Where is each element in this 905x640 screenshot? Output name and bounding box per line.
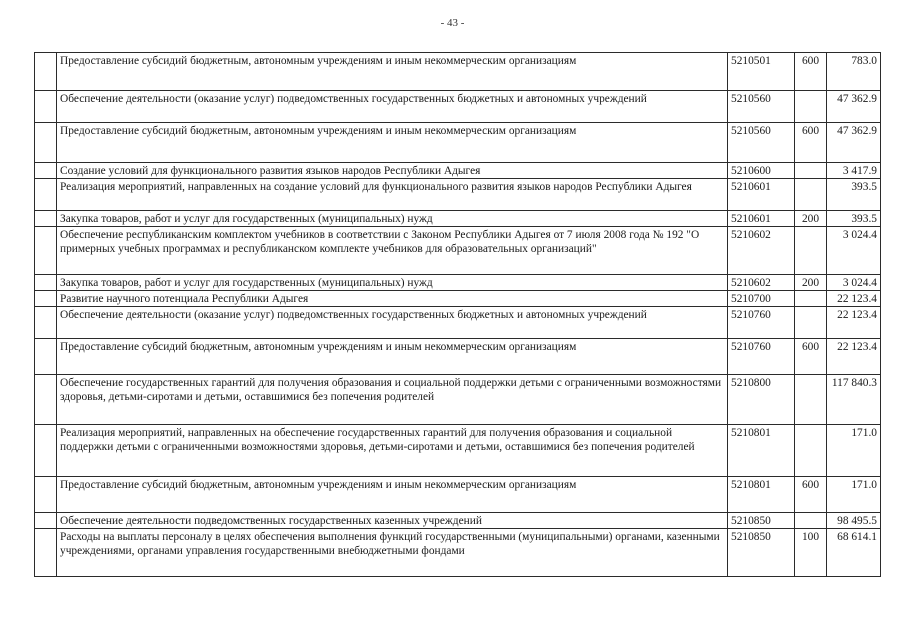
row-code: 5210602 (728, 275, 795, 291)
row-sum: 22 123.4 (827, 307, 881, 339)
row-expense-type: 600 (795, 123, 827, 163)
row-sum: 68 614.1 (827, 529, 881, 577)
row-expense-type (795, 163, 827, 179)
table-row (35, 123, 881, 163)
row-name: Развитие научного потенциала Республики Адыгея (57, 291, 728, 307)
row-sum: 98 495.5 (827, 513, 881, 529)
row-code: 5210602 (728, 227, 795, 275)
page-number: - 43 - (440, 17, 465, 29)
row-expense-type (795, 513, 827, 529)
table-row (35, 425, 881, 477)
row-sum: 47 362.9 (827, 91, 881, 123)
row-expense-type: 200 (795, 211, 827, 227)
table-row (35, 307, 881, 339)
row-expense-type (795, 91, 827, 123)
row-sum: 3 024.4 (827, 275, 881, 291)
row-code: 5210850 (728, 513, 795, 529)
row-code: 5210760 (728, 307, 795, 339)
row-sum: 3 024.4 (827, 227, 881, 275)
row-name: Реализация мероприятий, направленных на создание условий для функционального развития языков народов Республики Адыгея (57, 179, 728, 211)
row-expense-type (795, 425, 827, 477)
table-row (35, 275, 881, 291)
row-code: 5210601 (728, 179, 795, 211)
row-expense-type (795, 179, 827, 211)
row-expense-type: 200 (795, 275, 827, 291)
row-code: 5210760 (728, 339, 795, 375)
row-code: 5210801 (728, 477, 795, 513)
row-name: Обеспечение республиканским комплектом учебников в соответствии с Законом Республики Адыгея от 7 июля 2008 года № 192 "О примерных учебных программах и республиканском комплекте учебников для образовательных организаций" (57, 227, 728, 275)
row-name: Расходы на выплаты персоналу в целях обеспечения выполнения функций государственными (муниципальными) органами, казенными учреждениями, органами управления государственными внебюджетными фондами (57, 529, 728, 577)
row-sum: 171.0 (827, 477, 881, 513)
row-code: 5210601 (728, 211, 795, 227)
row-expense-type (795, 227, 827, 275)
row-expense-type: 600 (795, 339, 827, 375)
budget-table (34, 52, 881, 577)
row-code: 5210560 (728, 91, 795, 123)
row-sum: 393.5 (827, 211, 881, 227)
row-name: Обеспечение деятельности подведомственных государственных казенных учреждений (57, 513, 728, 529)
table-row (35, 163, 881, 179)
row-name: Предоставление субсидий бюджетным, автономным учреждениям и иным некоммерческим организациям (57, 53, 728, 91)
row-name: Закупка товаров, работ и услуг для государственных (муниципальных) нужд (57, 275, 728, 291)
row-name: Обеспечение деятельности (оказание услуг) подведомственных государственных бюджетных и автономных учреждений (57, 307, 728, 339)
table-row (35, 227, 881, 275)
table-row (35, 529, 881, 577)
row-name: Обеспечение деятельности (оказание услуг) подведомственных государственных бюджетных и автономных учреждений (57, 91, 728, 123)
row-code: 5210700 (728, 291, 795, 307)
row-expense-type (795, 307, 827, 339)
row-sum: 393.5 (827, 179, 881, 211)
table-row (35, 513, 881, 529)
row-sum: 22 123.4 (827, 339, 881, 375)
row-sum: 47 362.9 (827, 123, 881, 163)
row-sum: 3 417.9 (827, 163, 881, 179)
row-name: Предоставление субсидий бюджетным, автономным учреждениям и иным некоммерческим организациям (57, 123, 728, 163)
table-row (35, 91, 881, 123)
row-expense-type (795, 375, 827, 425)
row-name: Обеспечение государственных гарантий для получения образования и социальной поддержки детьми с ограниченными возможностями здоровья, детьми-сиротами и детьми, оставшимися без попечения родителей (57, 375, 728, 425)
row-expense-type: 600 (795, 53, 827, 91)
row-name: Реализация мероприятий, направленных на обеспечение государственных гарантий для получения образования и социальной поддержки детьми с ограниченными возможностями здоровья, детьми-сиротами и детьми, оставшимися без попечения родителей (57, 425, 728, 477)
row-name: Предоставление субсидий бюджетным, автономным учреждениям и иным некоммерческим организациям (57, 477, 728, 513)
row-sum: 171.0 (827, 425, 881, 477)
row-sum: 783.0 (827, 53, 881, 91)
row-expense-type: 100 (795, 529, 827, 577)
row-name: Создание условий для функционального развития языков народов Республики Адыгея (57, 163, 728, 179)
row-code: 5210800 (728, 375, 795, 425)
row-expense-type (795, 291, 827, 307)
table-row (35, 179, 881, 211)
table-row (35, 291, 881, 307)
row-code: 5210501 (728, 53, 795, 91)
table-row (35, 211, 881, 227)
table-row (35, 375, 881, 425)
row-expense-type: 600 (795, 477, 827, 513)
row-name: Предоставление субсидий бюджетным, автономным учреждениям и иным некоммерческим организациям (57, 339, 728, 375)
table-row (35, 339, 881, 375)
row-code: 5210801 (728, 425, 795, 477)
row-code: 5210560 (728, 123, 795, 163)
row-name: Закупка товаров, работ и услуг для государственных (муниципальных) нужд (57, 211, 728, 227)
row-sum: 117 840.3 (827, 375, 881, 425)
row-sum: 22 123.4 (827, 291, 881, 307)
table-row (35, 477, 881, 513)
row-code: 5210850 (728, 529, 795, 577)
row-code: 5210600 (728, 163, 795, 179)
table-row (35, 53, 881, 91)
